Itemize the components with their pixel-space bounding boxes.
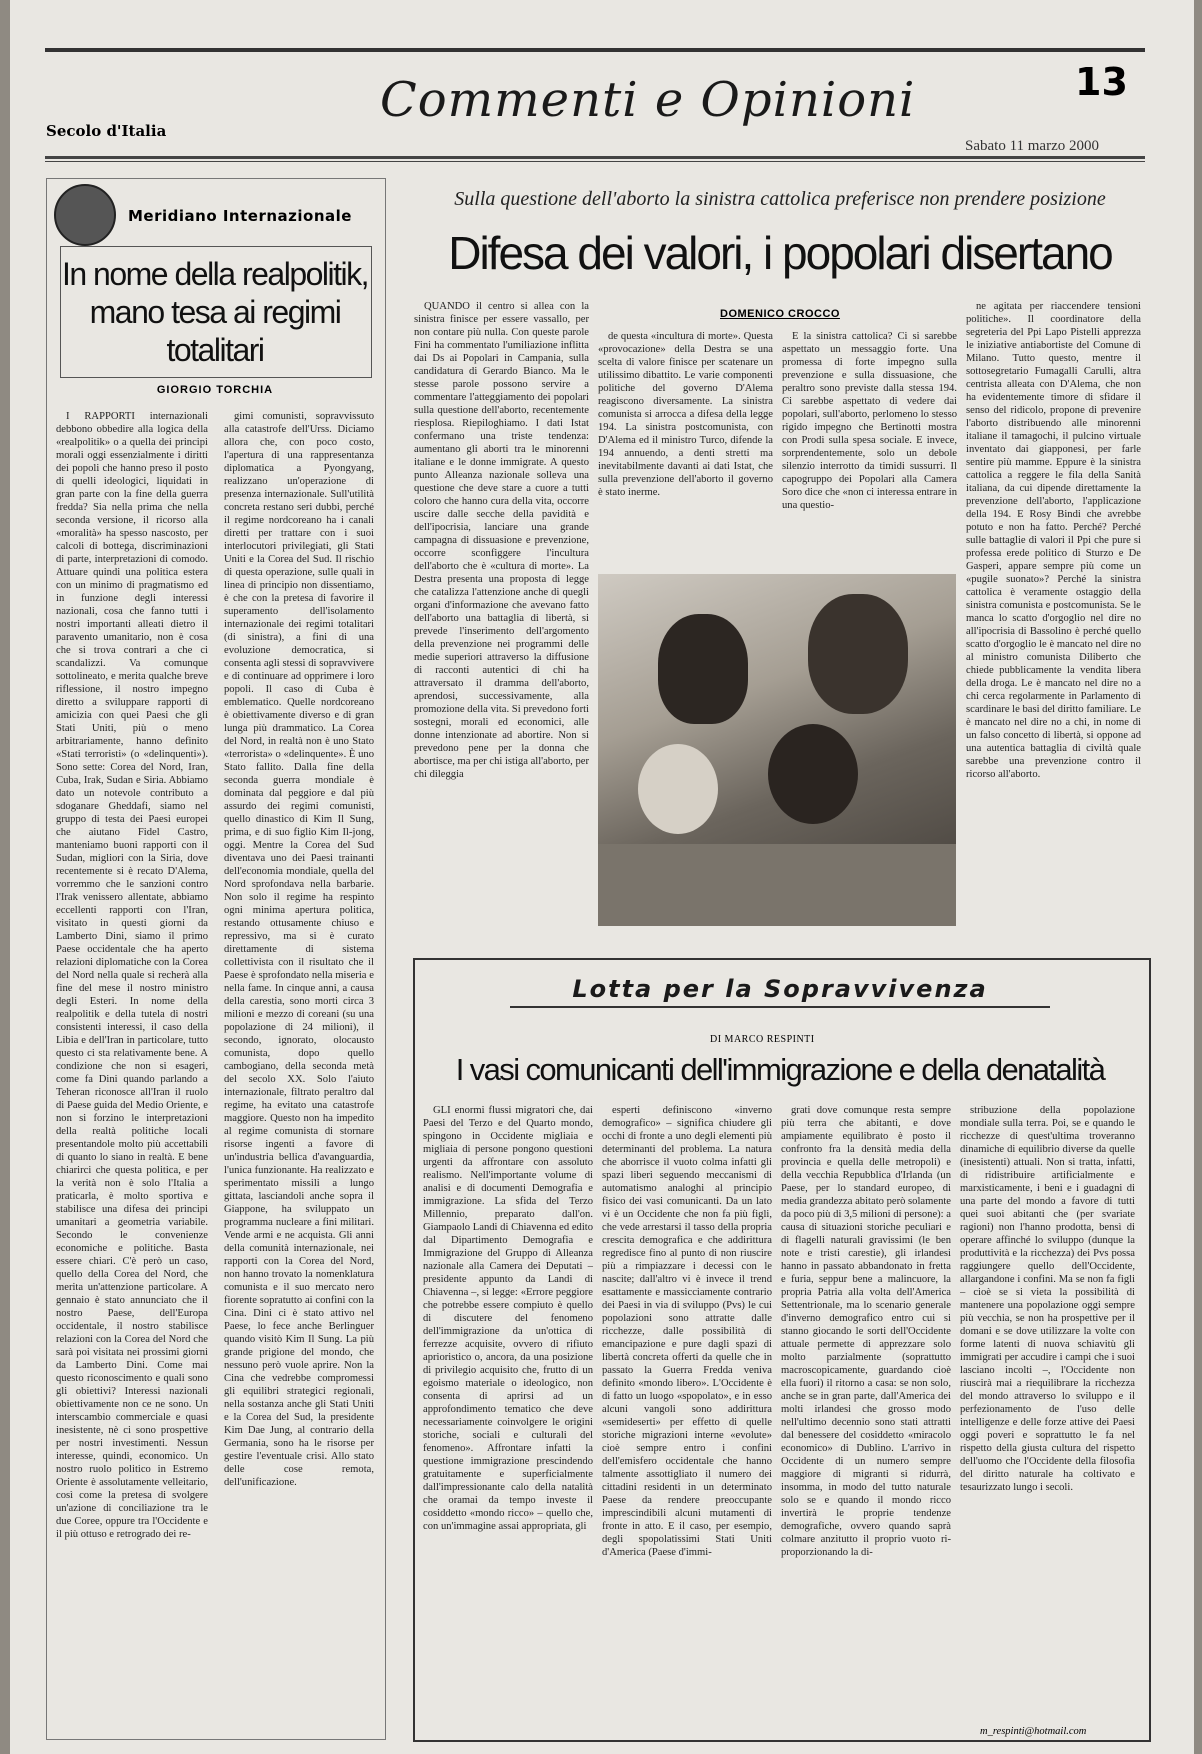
main-article-col1-text: QUANDO il centro si allea con la sinistra finisce per essere vassallo, per non contare più nulla. Con queste parole Fini ha commentato l'umiliazione inflitta dai Ds ai Popolari in Campania, sulla candidatura di Gerardo Bianco. Ma le stesse parole possono servire a commentare l'atteggiamento dei popolari sulla questione dell'aborto, recentemente riesplosa. Riepiloghiamo. I dati Istat confermano una triste tendenza: aumentano gli aborti tra le minorenni italiane e le donne immigrate. A questo punto Alleanza nazionale solleva una questione che deve stare a cuore a tutti coloro che hanno cura della vita, occorre uscire dalle secche della pavidità e dell'ipocrisia, lanciare una grande campagna di dissuasione e prevenzione, occorre sconfiggere l'incultura dell'aborto che è «cultura di morte». La Destra presenta una proposta di legge che catalizza l'attenzione anche di quegli organi d'informazione che avevano fatto dell'aborto una battaglia di libertà, si prevede l'inserimento dell'argomento della prevenzione nei programmi delle medie superiori attraverso la diffusione di racconti autentici di chi ha attraversato il dramma dell'aborto, aprendosi, successivamente, alla promozione della vita. Si prevedono forti sostegni, morali ed economici, alle donne intenzionate ad abortire. Non si prevedono pene per la donna che abortisce, ma per chi istiga all'aborto, per chi dileggia [414,301,589,780]
boxed-rubric-rule [510,1006,1050,1008]
boxed-col2 [602,1104,772,1714]
boxed-col1 [423,1104,593,1714]
globe-icon [54,184,116,246]
photo-table [598,844,956,926]
author-email: m_respinti@hotmail.com [980,1726,1087,1737]
boxed-col4-text: stribuzione della popolazione mondiale sulla terra. Poi, se e quando le ricchezze di quest'ultima troveranno dinamiche di equilibrio diverse da quelle (inesistenti) attuali. Non si tratta, infatti, di ridistribuire artificialmente e marxisticamente, i beni e i guadagni di una parte del mondo a favore di tutti quei suoi abitanti che (per svariate ragioni) non l'hanno prodotta, bensì di operare affinché lo sviluppo (dunque la produttività e la ricchezza) dei Pvs possa raggiungere quello dell'Occidente, allargandone i confini. Ma se non fa figli – cioè se si vieta la possibilità di mantenere una popolazione oggi sempre più vecchia, se non ha prospettive per il domani e se dove utilizzare la volte con forme latenti di nuova schiavitù gli immigrati per accudire i campi che i suoi lasciano incolti –, l'Occidente non riuscirà mai a riequilibrare la ricchezza del mondo attraverso lo sviluppo e il perfezionamento de l'uso delle intelligenze e delle forze attive dei Paesi oggi poveri e soprattutto le fa nel rispetto della giusta cultura del rispetto dell'uomo che l'Occidente della filosofia del diritto naturale ha coltivato e tesaurizzato lungo i secoli. [960,1105,1135,1493]
boxed-col2-text: esperti definiscono «inverno demografico» – significa chiudere gli occhi di fronte a uno degli elementi più determinanti del problema. La natura che aborrisce il vuoto colma infatti gli spazi liberi seguendo meccanismi di automatismo analoghi al principio fisico dei vasi comunicanti. Da un lato vi è un Occidente che non fa più figli, che vede arrestarsi il tasso della propria crescita demografica e che addirittura regredisce fino al punto di non riuscire più a rimpiazzare i decessi con le nascite; dall'altro vi è invece il trend esattamente e massicciamente contrario dei Paesi in via di sviluppo (Pvs) le cui popolazioni sono attratte dalle ricchezze, dalle possibilità di emancipazione e pure dagli spazi di libertà concreta offerti da quelle che in passato la Guerra Fredda veniva definito «mondo libero». L'Occidente è di fatto un luogo «spopolato», e in esso alcuni vangoli sono addirittura «semideserti» per effetto di quelle storiche migrazioni interne «evolute» cioè sempre entro i confini dell'emisfero occidentale che hanno talmente assottigliato il numero dei cittadini residenti in un determinato Paese da rendere preoccupante imprescindibili alcuni mutamenti di fronte in atto. E il caso, per esempio, degli spopolatissimi Stati Uniti d'America (Paese d'immi- [602,1105,772,1558]
page-number: 13 [1075,60,1128,104]
left-article-col2-text: gimi comunisti, sopravvissuto alla catastrofe dell'Urss. Diciamo allora che, con poco costo, l'apertura di una rappresentanza diplomatica a Pyongyang, realizzano un'operazione di presenza internazionale. Sull'utilità concreta restano seri dubbi, perché il regime nordcoreano ha i canali diretti per trattare con i suoi interlocutori privilegiati, gli Stati Uniti e la Corea del Sud. Il rischio di questa operazione, sulle quali in linea di principio non dissentiamo, è che con la pretesa di favorire il superamento dell'isolamento internazionale dei regimi totalitari (di sinistra), a fini di una evoluzione democratica, si consenta agli stessi di sopravvivere e di continuare ad opprimere i loro popoli. Il caso di Cuba è emblematico. Quelle nordcoreano è obiettivamente diverso e di gran lunga più drammatico. La Corea del Nord, in realtà non è uno Stato «terrorista» o «delinquente». È uno Stato fallito. Dalla fine della seconda guerra mondiale è dominata dal peggiore e dal più assurdo dei regimi comunisti, quello dinastico di Kim Il Sung, prima, e di suo figlio Kim Il-jong, oggi. Mentre la Corea del Sud diventava uno dei Paesi trainanti dell'economia mondiale, quella del Nord sprofondava nella barbarie. Non solo il regime ha respinto ogni minima apertura politica, restando ottusamente chiuso e repressivo, ma si è curato direttamente di sistema collettivista con il risultato che il Paese è sprofondato nella miseria e nella fame. In cinque anni, a causa della carestia, sono morti circa 3 milioni e mezzo di coreani (su una popolazione di 24 milioni), il secondo, ignorato, olocausto comunista, dopo quello cambogiano, della seconda metà del secolo XX. Solo l'aiuto internazionale, filtrato peraltro dal regime, ha evitato una catastrofe maggiore. Questo non ha impedito al regime comunista di stornare risorse ingenti a favore di un'industria bellica d'avanguardia, l'unica funzionante. Ha realizzato e sperimentato missili a lungo gittata, lasciandoli anche sopra il Giappone, ha sviluppato un programma nucleare a fini militari. Vende armi e ne acquista. Gli anni della comunità internazionale, nei rapporti con la Corea del Nord, non hanno trovato la nomenklatura comunista e il suo mercato nero fiorente sopratutto ai confini con la Cina. Dini ci è stato attivo nel Paese, lo fece anche Berlinguer quando visitò Kim Il Sung. La più grande prigione del mondo, che nessuno però vuole aprire. Non la Cina che vedrebbe compromessi gli equilibri strategici regionali, nella sostanza anche gli Stati Uniti e la Corea del Sud, la presidente Kim Dae Jung, al contrario della Germania, sono ha le risorse per gestire l'eventuale crisi. Allo stato delle cose remota, dell'unificazione. [224,411,374,1488]
photo-figure-child-blond [638,744,718,834]
photo-figure-father [808,594,908,714]
left-article-col1 [56,410,208,1735]
boxed-rubric: Lotta per la Sopravvivenza [572,975,988,1003]
boxed-headline: I vasi comunicanti dell'immigrazione e della denatalità [455,1052,1105,1087]
left-headline: In nome della realpolitik, mano tesa ai regimi totalitari [61,256,369,368]
main-article-col4 [966,300,1141,940]
main-article-col1 [414,300,589,940]
main-article-col2-text: de questa «incultura di morte». Questa «provocazione» della Destra se una scelta di valore finisce per scatenare un utilissimo dibattito. Le varie componenti politiche del governo D'Alema reagiscono diversamente. La sinistra comunista si arrocca a difesa della legge 194. La sinistra postcomunista, con D'Alema ed il ministro Turco, difende la 194 annuendo, a denti stretti ma inevitabilmente davanti ai dati Istat, che sulla prevenzione dell'aborto il governo è stato inerme. [598,331,773,498]
photo-figure-child-dark [768,724,858,824]
left-author: GIORGIO TORCHIA [156,384,274,396]
header-rule [45,156,1145,159]
top-rule [45,48,1145,52]
main-article-col2 [598,330,773,562]
main-headline: Difesa dei valori, i popolari disertano [448,227,1112,279]
photo-figure-mother [658,614,748,724]
main-article-col3-text: E la sinistra cattolica? Ci si sarebbe aspettato un messaggio forte. Una promessa di forte impegno sulla prevenzione e sulla dissuasione, che peraltro sono previste dalla stessa 194. Ci sarebbe aspettato di vedere dai popolari, sull'aborto, perlomeno lo stesso rigido impegno che Bertinotti mostra con Prodi sulla spesa sociale. E invece, sorprendentemente, solo un debole silenzio interrotto da timidi sussurri. Il capogruppo dei Popolari alla Camera Soro dice che «non ci interessa entrare in una questio- [782,331,957,511]
boxed-col3 [781,1104,951,1714]
column-rubric: Meridiano Internazionale [128,207,352,225]
main-article-col4-text: ne agitata per riaccendere tensioni politiche». Il coordinatore della segreteria del Ppi Lapo Pistelli apprezza le iniziative antiabortiste del Comune di Milano. Tutto questo, mentre il sottosegretario Fumagalli Carulli, altra centrista alleata con D'Alema, che non ha evidentemente timore di sfidare il senso del ridicolo, propone di prevenire l'aborto distribuendo alle minorenni italiane il tamagochi, il pulcino virtuale inventato dai giapponesi, per farle sentire più mamme. Eppure è la sinistra cattolica a reggere le fila della Sanità italiana, da cui dipende direttamente la prevenzione dell'aborto, l'applicazione della 194. E Rosy Bindi che avrebbe potuto e non ha fatto. Perché? Perché sulle battaglie di valori il Ppi che pure si professa erede politico di Sturzo e De Gasperi, appare sempre più come un «pugile suonato»? Perché la sinistra cattolica è veramente ostaggio della sinistra comunista e postcomunista. Se le manca lo scatto d'orgoglio nel dire no all'ipocrisia di Bassolino è perché quello scatto d'orgoglio le è mancato nel dire no al ministro comunista Diliberto che chiede pubblicamente la vendita libera della droga. Le è mancato nel dire no a chi cerca regolarmente in Parlamento di scardinare le basi del diritto familiare. Le è mancato nel dire no a chi, in nome di un falso concetto di libertà, si oppone ad una autentica battaglia di civiltà quale sarebbe una prevenzione contro il ricorso all'aborto. [966,301,1141,780]
main-author: DOMENICO CROCCO [720,308,840,320]
boxed-col1-text: GLI enormi flussi migratori che, dai Paesi del Terzo e del Quarto mondo, spingono in Occidente migliaia e migliaia di persone pongono questioni urgenti da affrontare con assoluto realismo. Nell'importante volume di analisi e di documenti Demografia e immigrazione. La sfida del Terzo Millennio, preparato dall'on. Giampaolo Landi di Chiavenna ed edito dal Dipartimento Demografia e Immigrazione del Gruppo di Alleanza nazionale alla Camera dei Deputati – presidente appunto da Landi di Chiavenna –, si legge: «Errore peggiore che potrebbe essere compiuto è quello di discutere del fenomeno dell'immigrazione da un'ottica di ferrezze acquisite, ovvero di rifiuto aprioristico o, ancora, da una posizione di privilegio acquisito che, frutto di un egoismo materiale o ideologico, non consenta di aprirsi ad un approfondimento tematico che deve necessariamente coinvolgere le origini storiche, sociali e culturali del fenomeno». Affrontare infatti la questione immigrazione prescindendo gratuitamente e superficialmente dall'impressionante calo della natalità che oramai da tempo investe il cosiddetto «mondo ricco» – quello che, con un'immagine assai appropriata, gli [423,1105,593,1532]
left-article-col1-text: I RAPPORTI internazionali debbono obbedire alla logica della «realpolitik» o a quella dei principi morali oggi essenzialmente i diritti dei popoli che hanno preso il posto di quelli ideologici, liquidati in gran parte con la fine della guerra fredda? Sia nella prima che nella seconda versione, il ricorso alla «moralità» ha spesso nascosto, per calcoli di bottega, discriminazioni di parte, interpretazioni di comodo. Attuare quindi una politica estera con un minimo di pragmatismo ed in funzione degli interessi nazionali, cosa che fanno tutti i nostri importanti alleati dietro il paravento umanitario, non è cosa che si trova contrari a che ci scandalizzi. Va comunque sottolineato, e merita qualche breve riflessione, il nostro impegno diretto a sviluppare rapporti di amicizia con quei Paesi che gli Stati Uniti, più o meno arbitrariamente, hanno definito «Stati terroristi» (o «delinquenti»). Sono sette: Corea del Nord, Iran, Cuba, Irak, Sudan e Siria. Abbiamo dato un notevole contributo a sdoganare Gheddafi, siamo nel gruppo di testa dei Paesi europei che aiutano Fidel Castro, manteniamo buoni rapporti con il Sudan, migliori con la Siria, dove recentemente si è recato D'Alema, vorremmo che le sanzioni contro l'Irak venissero allentate, abbiamo eccellenti rapporti con l'Iran, visitato in questi giorni da Lamberto Dini, siamo il primo Paese occidentale che ha aperto relazioni diplomatiche con la Corea del Nord nella quale si recherà alla fine del mese il nostro ministro degli Esteri. In nome della realpolitik e della tutela di nostri consistenti interessi, il caso della Libia e dell'Iran in particolare, tutto questo ci sta relativamente bene. A condizione che non si esageri, come fa Dini quando parlando a Teheran riconosce all'Iran il ruolo di Paese guida del Medio Oriente, e non si forzino le interpretazioni della realtà politiche locali presentandole molto più accettabili di quanto lo siano in realtà. E bene chiarirci che questa politica, e per la verità non è solo l'Italia a praticarla, è molto sportiva e stabilisce una difesa dei principi umanitari a geometria variabile. Secondo le convenienze economiche e politiche. Basta essere chiari. C'è però un caso, quello della Corea del Nord, che merita un'attenzione particolare. A gennaio è stato annunciato che il nostro Paese, dell'Europa occidentale, il nostro stabilisce relazioni con la Corea del Nord che sarà poi visitata nei prossimi giorni da Lamberto Dini. Come mai questo riconoscimento e quali sono gli obiettivi? Interessi nazionali obiettivamente non ce ne sono. Un interscambio commerciale e quasi inesistente, nè ci sono prospettive per nostri investimenti. Nessun interesse, quindi, economico. Un nostro ruolo politico in Estremo Oriente è assolutamente velleitario, così come la pretesa di svolgere un'azione di conciliazione tra le due Coree, oppure tra l'Occidente e il più ottuso e retrogrado dei re- [56,411,208,1540]
family-photo [598,574,956,926]
newspaper-page [10,0,1194,1754]
issue-date: Sabato 11 marzo 2000 [965,138,1099,154]
header-rule-thin [45,161,1145,162]
boxed-col4 [960,1104,1135,1722]
main-kicker: Sulla questione dell'aborto la sinistra cattolica preferisce non prendere posizione [454,188,1106,210]
boxed-col3-text: grati dove comunque resta sempre più terra che abitanti, e dove ampiamente equilibrato è posto il confronto fra la densità media della provincia e quella delle metropoli) e della vecchia Repubblica d'Irlanda (un Paese, per lo standard europeo, di media grandezza abitato però solamente da poco più di 3,5 milioni di persone): a causa di situazioni storiche peculiari e di flagelli naturali gravissimi (le ben note e tristi carestie), gli irlandesi hanno in passato abbandonato in fretta e furia, seppur bene a malincuore, la propria Patria alla volta dell'America Settentrionale, ma lo scenario generale d'inverno demografico entro cui si stanno giocando le sorti dell'Occidente attuale permette di apprezzare solo molto parzialmente (soprattutto macroscopicamente, guardando cioè ella fuori) il ritorno a casa: se non solo, anche se in gran parte, dall'America dei molti irlandesi che grosso modo nell'ultimo decennio sono stati attratti dal benessere del cosiddetto «miracolo economico» di Dublino. L'arrivo in Occidente di un numero sempre maggiore di migranti si ridurrà, insomma, in modo del tutto naturale solo se e quando il mondo ricco invertirà le proprie tendenze demografiche, ovvero quando saprà colmare anzitutto il proprio vuoto ri-proporzionando la di- [781,1105,951,1558]
masthead: Secolo d'Italia [46,122,167,140]
boxed-author: DI MARCO RESPINTI [710,1034,815,1045]
main-article-col3 [782,330,957,562]
left-article-col2 [224,410,374,1735]
section-title: Commenti e Opinioni [380,72,916,128]
